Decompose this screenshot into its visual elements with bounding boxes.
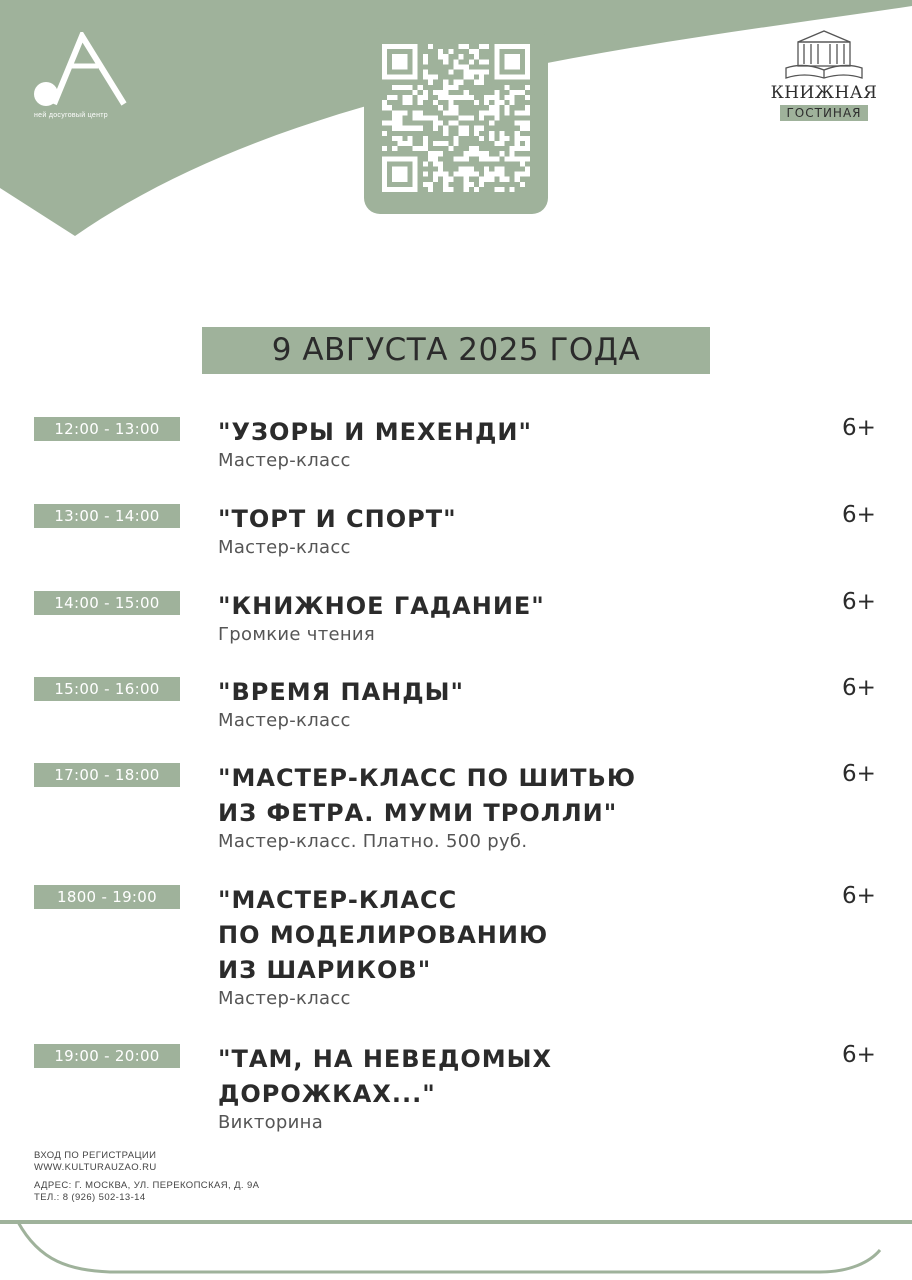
- age-rating: 6+: [842, 883, 876, 909]
- date-banner: 9 АВГУСТА 2025 ГОДА: [202, 327, 710, 374]
- event-time-badge: 13:00 - 14:00: [34, 504, 180, 528]
- age-rating: 6+: [842, 415, 876, 441]
- age-rating: 6+: [842, 761, 876, 787]
- event-title-line: ДОРОЖКАХ...": [218, 1080, 436, 1108]
- event-title: [218, 1042, 552, 1112]
- age-rating: 6+: [842, 675, 876, 701]
- event-subtitle: Мастер-класс. Платно. 500 руб.: [218, 831, 528, 852]
- event-subtitle: Громкие чтения: [218, 624, 376, 645]
- qr-code-icon: [382, 44, 530, 192]
- event-time-badge: 19:00 - 20:00: [34, 1044, 180, 1068]
- footer-arc: [18, 1222, 880, 1272]
- event-title-line: ПО МОДЕЛИРОВАНИЮ: [218, 921, 549, 949]
- event-title-line: "УЗОРЫ И МЕХЕНДИ": [218, 418, 532, 446]
- footer-address: АДРЕС: Г. МОСКВА, УЛ. ПЕРЕКОПСКАЯ, Д. 9А: [34, 1180, 260, 1191]
- library-building-icon: [784, 28, 864, 80]
- event-title-line: ИЗ ФЕТРА. МУМИ ТРОЛЛИ": [218, 799, 618, 827]
- age-rating: 6+: [842, 1042, 876, 1068]
- event-subtitle: Мастер-класс: [218, 537, 351, 558]
- event-title: [218, 589, 545, 624]
- brand-title: КНИЖНАЯ: [770, 83, 878, 103]
- footer-contacts: [34, 1180, 259, 1204]
- event-subtitle: Мастер-класс: [218, 710, 351, 731]
- event-title-line: "МАСТЕР-КЛАСС: [218, 886, 458, 914]
- event-time-badge: 15:00 - 16:00: [34, 677, 180, 701]
- event-title-line: "МАСТЕР-КЛАСС ПО ШИТЬЮ: [218, 764, 637, 792]
- event-title: [218, 883, 548, 988]
- event-time-badge: 17:00 - 18:00: [34, 763, 180, 787]
- event-title-line: "ТОРТ И СПОРТ": [218, 505, 457, 533]
- footer-registration: [34, 1150, 157, 1174]
- footer-phone[interactable]: ТЕЛ.: 8 (926) 502-13-14: [34, 1192, 146, 1203]
- event-title-line: "КНИЖНОЕ ГАДАНИЕ": [218, 592, 545, 620]
- event-subtitle: Викторина: [218, 1112, 324, 1133]
- event-title: [218, 761, 636, 831]
- event-title-line: "ВРЕМЯ ПАНДЫ": [218, 678, 464, 706]
- logo-caption: ней досуговый центр: [34, 112, 108, 119]
- footer-registration-text: ВХОД ПО РЕГИСТРАЦИИ: [34, 1150, 157, 1161]
- event-time-badge: 1800 - 19:00: [34, 885, 180, 909]
- event-title: [218, 415, 532, 450]
- footer-website-link[interactable]: WWW.KULTURAUZAO.RU: [34, 1162, 157, 1173]
- brand-subtitle: ГОСТИНАЯ: [780, 105, 867, 121]
- event-title: [218, 675, 464, 710]
- event-subtitle: Мастер-класс: [218, 988, 351, 1009]
- event-title: [218, 502, 457, 537]
- a-letter-logo-icon: [32, 32, 128, 112]
- event-time-badge: 14:00 - 15:00: [34, 591, 180, 615]
- qr-code-panel[interactable]: [364, 28, 548, 214]
- event-title-line: ИЗ ШАРИКОВ": [218, 956, 432, 984]
- age-rating: 6+: [842, 502, 876, 528]
- event-time-badge: 12:00 - 13:00: [34, 417, 180, 441]
- event-title-line: "ТАМ, НА НЕВЕДОМЫХ: [218, 1045, 553, 1073]
- brand-logo: [768, 28, 880, 121]
- age-rating: 6+: [842, 589, 876, 615]
- event-subtitle: Мастер-класс: [218, 450, 351, 471]
